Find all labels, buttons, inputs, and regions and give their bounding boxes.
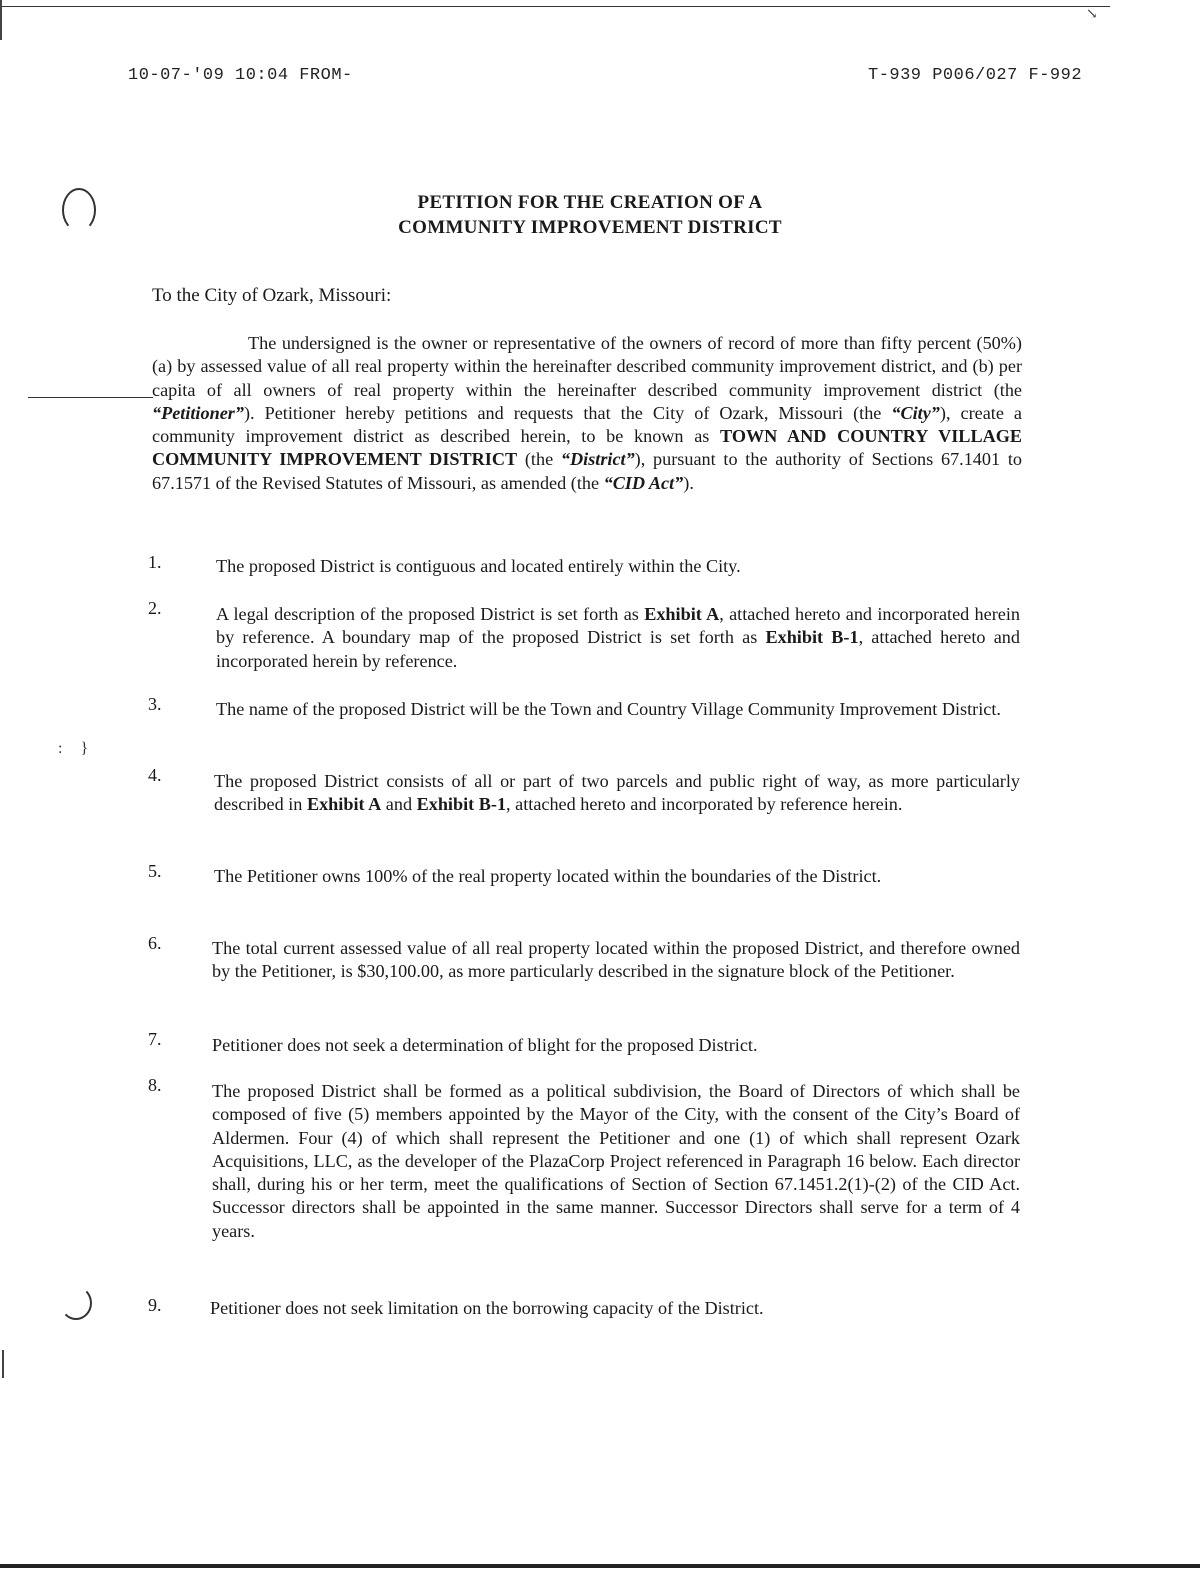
item-number: 8. xyxy=(148,1075,162,1095)
exhibit-b1-ref: Exhibit B-1 xyxy=(765,627,859,648)
left-edge-mark-lower xyxy=(2,1350,4,1378)
item-number: 6. xyxy=(148,933,162,953)
item-text: Petitioner does not seek limitation on the borrowing capacity of the District. xyxy=(210,1298,764,1318)
intro-text-4: (the xyxy=(517,449,561,470)
item-text-part: , attached hereto and incorporated by reference herein. xyxy=(506,794,903,815)
intro-paragraph xyxy=(152,332,1022,495)
intro-text-6: ). xyxy=(683,472,694,493)
city-term: “City” xyxy=(891,402,940,423)
margin-mark: :} xyxy=(58,740,107,757)
bottom-edge-line xyxy=(0,1564,1200,1568)
fax-header-left: 10-07-'09 10:04 FROM- xyxy=(128,66,353,85)
top-edge-mark: ↘ xyxy=(1086,7,1098,22)
intro-text-1: The undersigned is the owner or representative of the owners of record of more than fifty percent (50%) (a) by assessed value of all real property within the hereinafter described community improvement district, and (b) per capita of all owners of real property within the hereinafter described community improvement district (the xyxy=(152,333,1022,400)
district-term: “District” xyxy=(560,449,635,470)
item-text-part: , attached hereto and incorporated herein by reference. A boundary map of the proposed District is set forth as xyxy=(216,604,1020,648)
item-text: The total current assessed value of all real property located within the proposed District, and therefore owned by the Petitioner, is $30,100.00, as more particularly described in the signature block of the Petitioner. xyxy=(212,938,1020,982)
item-number: 2. xyxy=(148,598,162,618)
item-text-part: , attached hereto and incorporated herein by reference. xyxy=(216,627,1020,671)
exhibit-a-ref: Exhibit A xyxy=(306,794,382,815)
district-name: TOWN AND COUNTRY VILLAGE COMMUNITY IMPROVEMENT DISTRICT xyxy=(152,426,1022,470)
intro-text-5: ), pursuant to the authority of Sections 67.1401 to 67.1571 of the Revised Statutes of Missouri, as amended (the xyxy=(152,449,1022,493)
petitioner-term: “Petitioner” xyxy=(152,402,244,423)
item-text: The proposed District is contiguous and located entirely within the City. xyxy=(216,556,741,576)
item-number: 3. xyxy=(148,694,162,714)
cid-act-term: “CID Act” xyxy=(603,472,684,493)
top-edge-line xyxy=(0,6,1110,7)
item-text: Petitioner does not seek a determination of blight for the proposed District. xyxy=(212,1035,758,1055)
item-text xyxy=(216,603,1020,673)
item-text-part: A legal description of the proposed District is set forth as xyxy=(216,604,645,624)
intro-text-3: ), create a community improvement district as described herein, to be known as xyxy=(152,402,1022,447)
exhibit-b1-ref: Exhibit B-1 xyxy=(416,794,507,815)
fax-header-right: T-939 P006/027 F-992 xyxy=(868,66,1083,85)
punch-hole-top xyxy=(62,188,96,232)
item-text: The Petitioner owns 100% of the real property located within the boundaries of the District. xyxy=(214,866,882,886)
punch-hole-bottom xyxy=(60,1286,92,1320)
document-title-line-2: COMMUNITY IMPROVEMENT DISTRICT xyxy=(398,217,782,238)
document-title-line-1: PETITION FOR THE CREATION OF A xyxy=(417,192,763,213)
item-text xyxy=(214,770,1020,817)
item-number: 4. xyxy=(148,765,162,785)
item-number: 9. xyxy=(148,1295,162,1315)
item-text-part: and xyxy=(381,794,417,815)
item-text-part: The proposed District consists of all or part of two parcels and public right of way, as more particularly described in xyxy=(214,771,1020,815)
exhibit-a-ref: Exhibit A xyxy=(644,604,720,624)
margin-stroke xyxy=(28,397,153,398)
item-text: The name of the proposed District will be the Town and Country Village Community Improvement District. xyxy=(216,699,1001,719)
left-edge-mark xyxy=(0,0,2,40)
intro-text-2: ). Petitioner hereby petitions and requests that the City of Ozark, Missouri (the xyxy=(243,402,892,423)
item-number: 7. xyxy=(148,1029,162,1049)
salutation: To the City of Ozark, Missouri: xyxy=(152,285,392,306)
item-number: 5. xyxy=(148,861,162,881)
item-number: 1. xyxy=(148,552,162,572)
item-text: The proposed District shall be formed as a political subdivision, the Board of Directors of which shall be composed of five (5) members appointed by the Mayor of the City, with the consent of the City’s Board of Aldermen. Four (4) of which shall represent the Petitioner and one (1) of which shall represent Ozark Acquisitions, LLC, as the developer of the PlazaCorp Project referenced in Paragraph 16 below. Each director shall, during his or her term, meet the qualifications of Section of Section 67.1451.2(1)-(2) of the CID Act. Successor directors shall be appointed in the same manner. Successor Directors shall serve for a term of 4 years. xyxy=(212,1081,1020,1241)
